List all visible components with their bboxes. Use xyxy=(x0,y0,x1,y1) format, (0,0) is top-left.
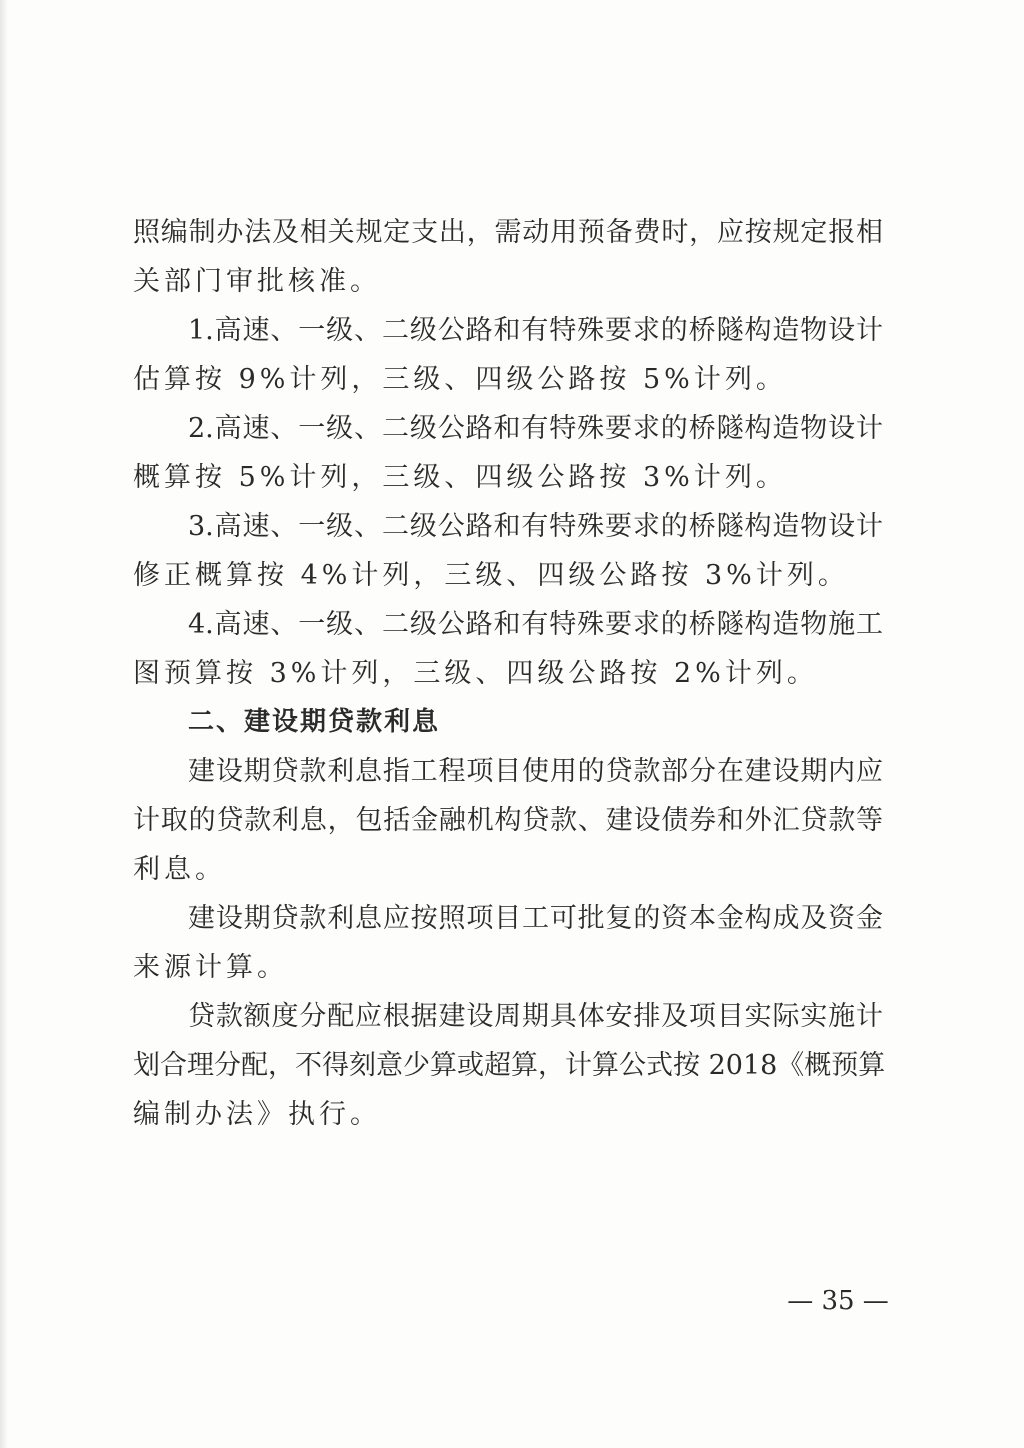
paragraph-line: 计取的贷款利息，包括金融机构贷款、建设债券和外汇贷款等 xyxy=(133,805,883,836)
paragraph-line: 划合理分配，不得刻意少算或超算，计算公式按 2018《概预算 xyxy=(133,1050,886,1081)
list-item-1-line: 估算按 9%计列，三级、四级公路按 5%计列。 xyxy=(133,364,787,395)
list-item-2-line: 概算按 5%计列，三级、四级公路按 3%计列。 xyxy=(133,462,787,493)
page-number: — 35 — xyxy=(787,1286,889,1316)
body-text xyxy=(133,208,886,1139)
section-heading: 二、建设期贷款利息 xyxy=(188,707,441,737)
list-item-4-line: 图预算按 3%计列，三级、四级公路按 2%计列。 xyxy=(133,658,818,689)
list-item-3-line: 3.高速、一级、二级公路和有特殊要求的桥隧构造物设计 xyxy=(188,511,883,542)
paragraph-line: 建设期贷款利息应按照项目工可批复的资本金构成及资金 xyxy=(188,903,883,934)
scan-edge-shadow xyxy=(0,0,8,1448)
text-line: 关部门审批核准。 xyxy=(133,266,381,297)
paragraph-line: 利息。 xyxy=(133,854,226,885)
paragraph-line: 贷款额度分配应根据建设周期具体安排及项目实际实施计 xyxy=(188,1001,883,1032)
paragraph-line: 建设期贷款利息指工程项目使用的贷款部分在建设期内应 xyxy=(188,756,883,787)
list-item-2-line: 2.高速、一级、二级公路和有特殊要求的桥隧构造物设计 xyxy=(188,413,883,444)
paragraph-line: 来源计算。 xyxy=(133,952,288,983)
list-item-1-line: 1.高速、一级、二级公路和有特殊要求的桥隧构造物设计 xyxy=(188,315,883,346)
list-item-3-line: 修正概算按 4%计列，三级、四级公路按 3%计列。 xyxy=(133,560,849,591)
paragraph-line: 编制办法》执行。 xyxy=(133,1099,381,1130)
text-line: 照编制办法及相关规定支出，需动用预备费时，应按规定报相 xyxy=(133,217,883,248)
list-item-4-line: 4.高速、一级、二级公路和有特殊要求的桥隧构造物施工 xyxy=(188,609,883,640)
